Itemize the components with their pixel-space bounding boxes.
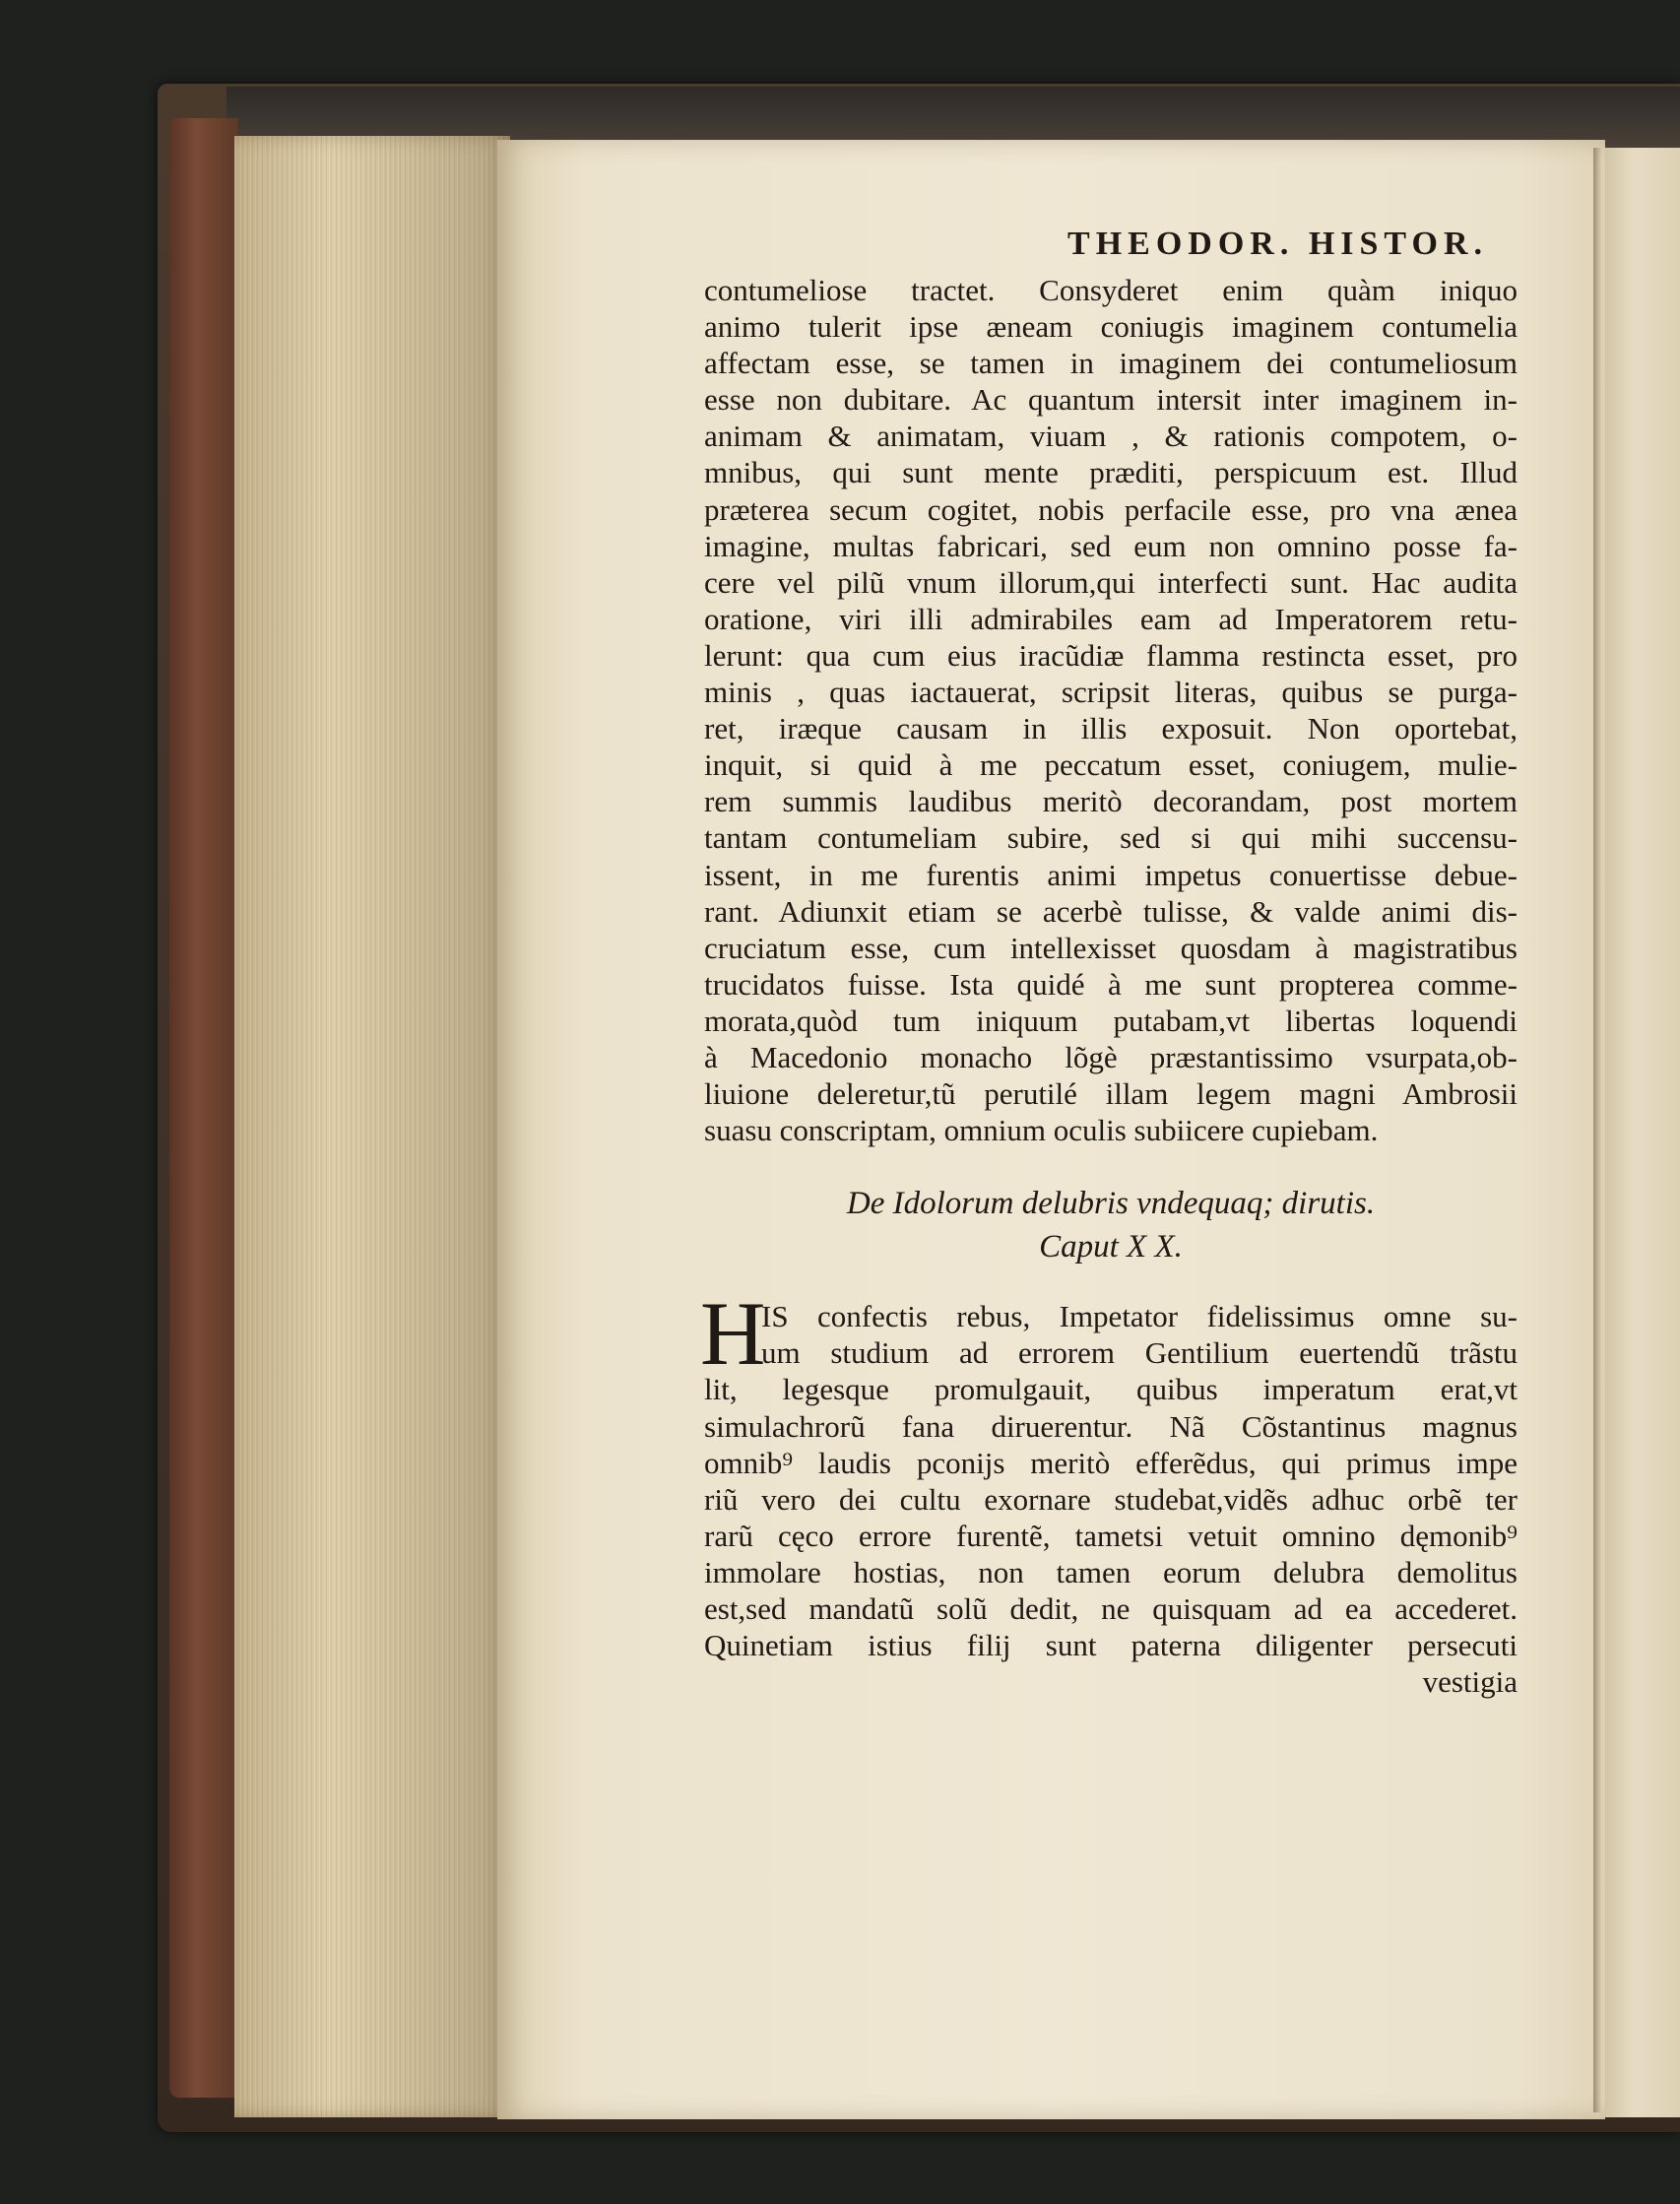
text-line: trucidatos fuisse. Ista quidé à me sunt propterea comme- <box>704 966 1518 1002</box>
text-line: animo tulerit ipse æneam coniugis imaginem contumelia <box>704 309 1518 345</box>
paragraph <box>704 272 1518 1148</box>
text-line: lerunt: qua cum eius iracũdiæ flamma restincta esset, pro <box>704 637 1518 673</box>
text-line: simulachrorũ fana diruerentur. Nã Cõstantinus magnus <box>704 1408 1518 1444</box>
text-line: mnibus, qui sunt mente præditi, perspicuum est. Illud <box>704 455 1518 490</box>
text-line: suasu conscriptam, omnium oculis subiicere cupiebam. <box>704 1113 1379 1148</box>
text-line: Quinetiam istius filij sunt paterna diligenter persecuti <box>704 1628 1518 1663</box>
text-line: lit, legesque promulgauit, quibus imperatum erat,vt <box>704 1372 1518 1407</box>
text-line: rant. Adiunxit etiam se acerbè tulisse, & valde animi dis- <box>704 893 1518 929</box>
text-line: imagine, multas fabricari, sed eum non omnino posse fa- <box>704 528 1518 563</box>
text-line: liuione deleretur,tũ perutilé illam legem magni Ambrosii <box>704 1076 1518 1112</box>
text-line: inquit, si quid à me peccatum esset, coniugem, mulie- <box>704 747 1518 783</box>
text-line: rem summis laudibus meritò decorandam, post mortem <box>704 784 1518 819</box>
drop-cap: H <box>700 1283 766 1385</box>
text-line: um studium ad errorem Gentilium euertendũ trãstu <box>761 1335 1518 1371</box>
text-line: est,sed mandatũ solũ dedit, ne quisquam ad ea accederet. <box>704 1591 1518 1626</box>
page-stack-shading <box>234 136 510 2117</box>
text-line: riũ vero dei cultu exornare studebat,vidẽs adhuc orbẽ ter <box>704 1481 1518 1517</box>
text-line: omnib⁹ laudis pconijs meritò efferẽdus, qui primus impe <box>704 1445 1518 1480</box>
text-line: contumeliose tractet. Consyderet enim quàm iniquo <box>704 273 1518 307</box>
text-line: issent, in me furentis animi impetus conuertisse debue- <box>704 857 1518 892</box>
facing-page-edge <box>1601 148 1680 2117</box>
text-line: affectam esse, se tamen in imaginem dei contumeliosum <box>704 346 1518 381</box>
running-head: THEODOR. HISTOR. <box>1067 226 1488 262</box>
page-gutter <box>1593 148 1601 2112</box>
chapter-number: Caput X X. <box>1039 1229 1183 1265</box>
catchword: vestigia <box>1422 1664 1518 1700</box>
book-spine <box>169 118 238 2098</box>
text-line: minis , quas iactauerat, scripsit literas, quibus se purga- <box>704 675 1518 710</box>
text-line: à Macedonio monacho lõgè præstantissimo vsurpata,ob- <box>704 1039 1518 1074</box>
text-line: ret, iræque causam in illis exposuit. Non oportebat, <box>704 711 1518 746</box>
text-line: immolare hostias, non tamen eorum delubra demolitus <box>704 1554 1518 1589</box>
text-line: IS confectis rebus, Impetator fidelissimus omne su- <box>761 1299 1518 1334</box>
page-text-block <box>700 225 1518 1700</box>
chapter-rest-lines <box>704 1371 1518 1663</box>
text-line: esse non dubitare. Ac quantum intersit inter imaginem in- <box>704 382 1518 418</box>
text-line: præterea secum cogitet, nobis perfacile esse, pro vna ænea <box>704 491 1518 527</box>
text-line: cruciatum esse, cum intellexisset quosdam à magistratibus <box>704 930 1518 965</box>
text-line: tantam contumeliam subire, sed si qui mihi succensu- <box>704 820 1518 856</box>
text-line: morata,quòd tum iniquum putabam,vt libertas loquendi <box>704 1003 1518 1038</box>
text-line: rarũ cęco errore furentẽ, tametsi vetuit omnino dęmonib⁹ <box>704 1518 1518 1553</box>
chapter-first-lines <box>704 1298 1518 1371</box>
text-line: cere vel pilũ vnum illorum,qui interfecti sunt. Hac audita <box>704 564 1518 600</box>
chapter-title: De Idolorum delubris vndequaq; dirutis. <box>846 1186 1376 1222</box>
text-line: oratione, viri illi admirabiles eam ad Imperatorem retu- <box>704 601 1518 636</box>
chapter-body <box>700 1283 1518 1663</box>
text-line: animam & animatam, viuam , & rationis compotem, o- <box>704 419 1518 454</box>
